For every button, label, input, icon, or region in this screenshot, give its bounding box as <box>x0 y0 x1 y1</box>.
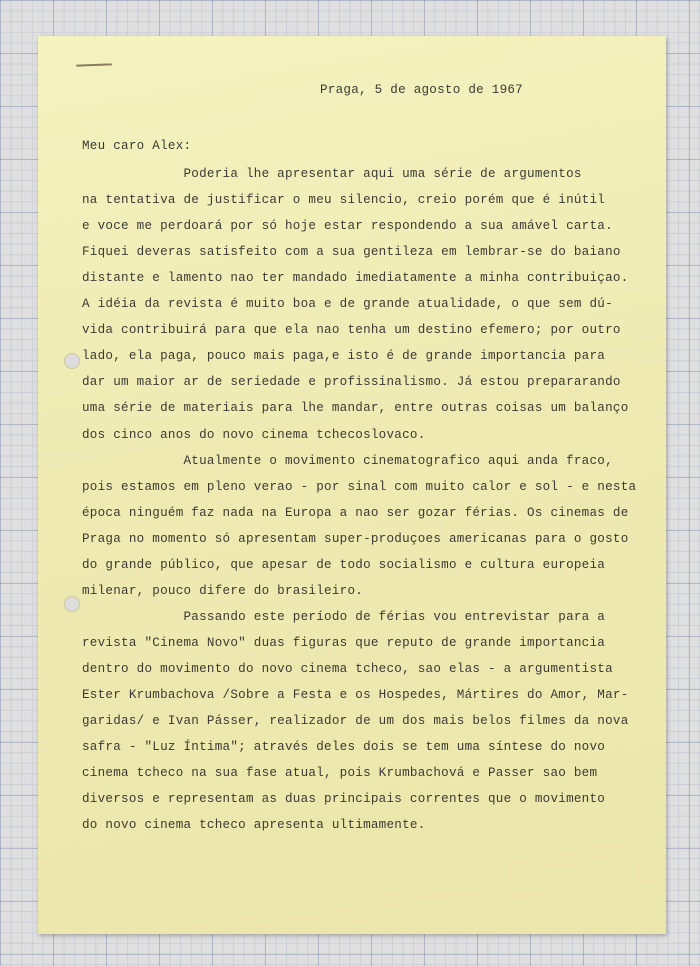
letter-line: cinema tcheco na sua fase atual, pois Krumbachová e Passer sao bem <box>82 766 598 781</box>
letter-line: época ninguém faz nada na Europa a nao ser gozar férias. Os cinemas de <box>82 505 629 520</box>
letter-page <box>38 36 666 934</box>
letter-line: e voce me perdoará por só hoje estar respondendo a sua amável carta. <box>82 219 613 234</box>
letter-line: lado, ela paga, pouco mais paga,e isto é de grande importancia para <box>82 349 606 364</box>
letter-line: dentro do movimento do novo cinema tcheco, sao elas - a argumentista <box>82 661 613 676</box>
punch-hole <box>64 596 80 612</box>
letter-line: dos cinco anos do novo cinema tchecoslovaco. <box>82 427 426 442</box>
letter-line: vida contribuirá para que ela nao tenha um destino efemero; por outro <box>82 323 621 338</box>
letter-line: diversos e representam as duas principais correntes que o movimento <box>82 792 606 807</box>
letter-date: Praga, 5 de agosto de 1967 <box>320 83 523 97</box>
letter-line: milenar, pouco difere do brasileiro. <box>82 583 364 598</box>
letter-line: Ester Krumbachova /Sobre a Festa e os Hospedes, Mártires do Amor, Mar- <box>82 688 629 702</box>
letter-line: garidas/ e Ivan Pásser, realizador de um dos mais belos filmes da nova <box>82 714 629 729</box>
letter-salutation: Meu caro Alex: <box>82 139 192 153</box>
letter-line: distante e lamento nao ter mandado imediatamente a minha contribuiçao. <box>82 271 629 286</box>
letter-line: Poderia lhe apresentar aqui uma série de argumentos <box>82 167 582 181</box>
letter-line: revista "Cinema Novo" duas figuras que reputo de grande importancia <box>82 635 606 650</box>
letter-line: Atualmente o movimento cinematografico aqui anda fraco, <box>82 453 613 468</box>
letter-line: pois estamos em pleno verao - por sinal com muito calor e sol - e nesta <box>82 479 637 494</box>
letter-line: dar um maior ar de seriedade e profissinalismo. Já estou prepararando <box>82 375 621 390</box>
letter-line: Praga no momento só apresentam super-produçoes americanas para o gosto <box>82 531 629 546</box>
letter-line: do grande público, que apesar de todo socialismo e cultura europeia <box>82 557 606 572</box>
letter-line: Fiquei deveras satisfeito com a sua gentileza em lembrar-se do baiano <box>82 245 621 260</box>
letter-line: uma série de materiais para lhe mandar, entre outras coisas um balanço <box>82 401 629 416</box>
punch-hole <box>64 353 80 369</box>
pencil-mark <box>76 63 112 66</box>
letter-line: na tentativa de justificar o meu silencio, creio porém que é inútil <box>82 193 606 208</box>
letter-line: safra - "Luz Íntima"; através deles dois se tem uma síntese do novo <box>82 740 606 755</box>
letter-line: A idéia da revista é muito boa e de grande atualidade, o que sem dú- <box>82 297 613 312</box>
letter-line: do novo cinema tcheco apresenta ultimamente. <box>82 818 426 833</box>
letter-line: Passando este período de férias vou entrevistar para a <box>82 609 606 624</box>
